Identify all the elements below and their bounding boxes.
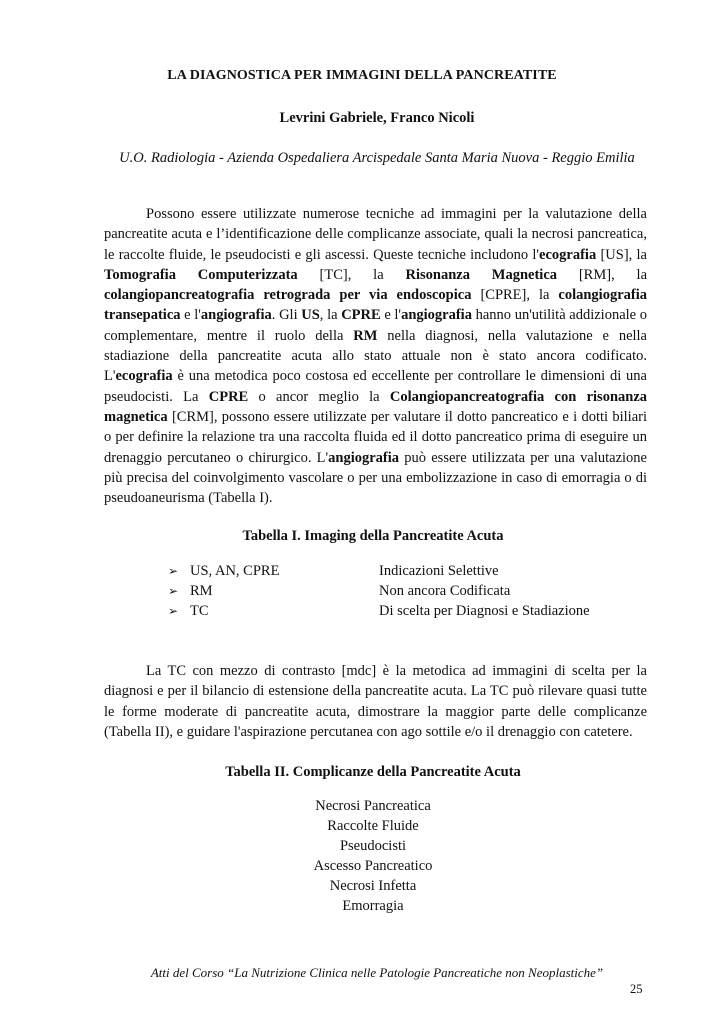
tc-paragraph-text: La TC con mezzo di contrasto [mdc] è la metodica ad immagini di scelta per la diagnosi e per il bilancio di estensione della pancreatite acuta. La TC può rilevare quasi tutte le forme moderate di pancreatite acuta, dimostrare la maggior parte delle complicanze (Tabella II), e guidare l'aspirazione percutanea con ago sottile e/o il drenaggio con catetere. bbox=[104, 663, 647, 740]
complication-item: Pseudocisti bbox=[339, 838, 407, 854]
intro-paragraph bbox=[104, 204, 647, 508]
table1-row bbox=[168, 581, 648, 601]
arrowhead-bullet-icon: ➢ bbox=[168, 564, 179, 578]
tc-paragraph bbox=[104, 661, 647, 742]
table1-row-value: Indicazioni Selettive bbox=[379, 563, 499, 579]
document-title: LA DIAGNOSTICA PER IMMAGINI DELLA PANCREATITE bbox=[167, 68, 557, 83]
text-run: nella diagnosi, nella valutazione e nella stadiazione della pancreatite acuta allo stato attuale non è stato ancora codificato. L' bbox=[104, 327, 647, 385]
bold-term: ecografia bbox=[115, 368, 173, 385]
table1-title: Tabella I. Imaging della Pancreatite Acuta bbox=[242, 528, 504, 544]
footer-text: Atti del Corso “La Nutrizione Clinica nelle Patologie Pancreatiche non Neoplastiche” bbox=[150, 965, 604, 980]
text-run: e l' bbox=[380, 307, 402, 324]
table2-title: Tabella II. Complicanze della Pancreatite Acuta bbox=[225, 764, 521, 780]
bold-term: Risonanza Magnetica bbox=[405, 266, 558, 283]
page-number: 25 bbox=[630, 982, 643, 996]
text-run: Possono essere utilizzate numerose tecniche ad immagini per la valutazione della pancreatite acuta e l’identificazione delle complicanze associate, quali la necrosi pancreatica, le raccolte fluide, le pseudocisti e gli ascessi. Queste tecniche includono l' bbox=[104, 206, 647, 263]
bold-term: angiografia bbox=[401, 307, 472, 324]
text-run: [RM], la bbox=[557, 266, 648, 283]
bold-term: Colangiopancreatografia con risonanza magnetica bbox=[104, 388, 648, 425]
complication-item: Necrosi Infetta bbox=[329, 878, 417, 894]
text-run: [CRM], possono essere utilizzate per valutare il dotto pancreatico e i dotti biliari o per definire la relazione tra una raccolta fluida ed il dotto pancreatico prima di eseguire un drenaggio percutaneo o chirurgico. L' bbox=[104, 408, 647, 466]
text-run: e l' bbox=[180, 307, 201, 324]
bold-term: RM bbox=[353, 327, 378, 344]
table2-list bbox=[0, 796, 724, 916]
complication-item: Necrosi Pancreatica bbox=[315, 798, 431, 814]
bold-term: colangiopancreatografia retrograda per via endoscopica bbox=[104, 287, 472, 304]
arrowhead-bullet-icon: ➢ bbox=[168, 584, 179, 598]
text-run: può essere utilizzata per una valutazione più precisa del coinvolgimento vascolare o per una embolizzazione in caso di emorragia o di pseudoaneurisma (Tabella I). bbox=[104, 449, 647, 507]
text-run: . Gli bbox=[271, 307, 302, 324]
authors: Levrini Gabriele, Franco Nicoli bbox=[279, 110, 475, 126]
affiliation: U.O. Radiologia - Azienda Ospedaliera Arcispedale Santa Maria Nuova - Reggio Emilia bbox=[119, 150, 635, 166]
complication-item: Ascesso Pancreatico bbox=[313, 858, 433, 874]
text-run: [US], la bbox=[596, 246, 647, 263]
complication-item: Raccolte Fluide bbox=[327, 818, 419, 834]
bold-term: CPRE bbox=[208, 388, 249, 405]
bold-term: Tomografia Computerizzata bbox=[104, 266, 298, 283]
text-run: è una metodica poco costosa ed eccellente per controllare le dimensioni di una pseudocisti. La bbox=[104, 368, 647, 405]
bold-term: ecografia bbox=[539, 246, 597, 263]
bold-term: US bbox=[301, 307, 320, 324]
text-run: , la bbox=[319, 307, 342, 324]
text-run: o ancor meglio la bbox=[248, 388, 390, 405]
bold-term: angiografia bbox=[200, 307, 272, 324]
table1-row-label: US, AN, CPRE bbox=[190, 563, 280, 579]
table1-row-value: Non ancora Codificata bbox=[379, 583, 511, 599]
table1-row-label: TC bbox=[190, 603, 209, 619]
table1-row bbox=[168, 561, 648, 581]
complication-item: Emorragia bbox=[342, 898, 404, 914]
table1-list bbox=[168, 561, 648, 621]
bold-term: colangiografia transepatica bbox=[104, 287, 647, 324]
table1-row bbox=[168, 601, 648, 621]
text-run: [TC], la bbox=[297, 266, 406, 283]
text-run: [CPRE], la bbox=[471, 287, 559, 304]
intro-paragraph-text bbox=[104, 206, 647, 506]
table1-row-label: RM bbox=[190, 583, 213, 599]
text-run: hanno un'utilità addizionale o complementare, mentre il ruolo della bbox=[104, 307, 648, 344]
table1-row-value: Di scelta per Diagnosi e Stadiazione bbox=[379, 603, 590, 619]
bold-term: angiografia bbox=[328, 449, 400, 466]
arrowhead-bullet-icon: ➢ bbox=[168, 604, 179, 618]
bold-term: CPRE bbox=[341, 307, 381, 324]
